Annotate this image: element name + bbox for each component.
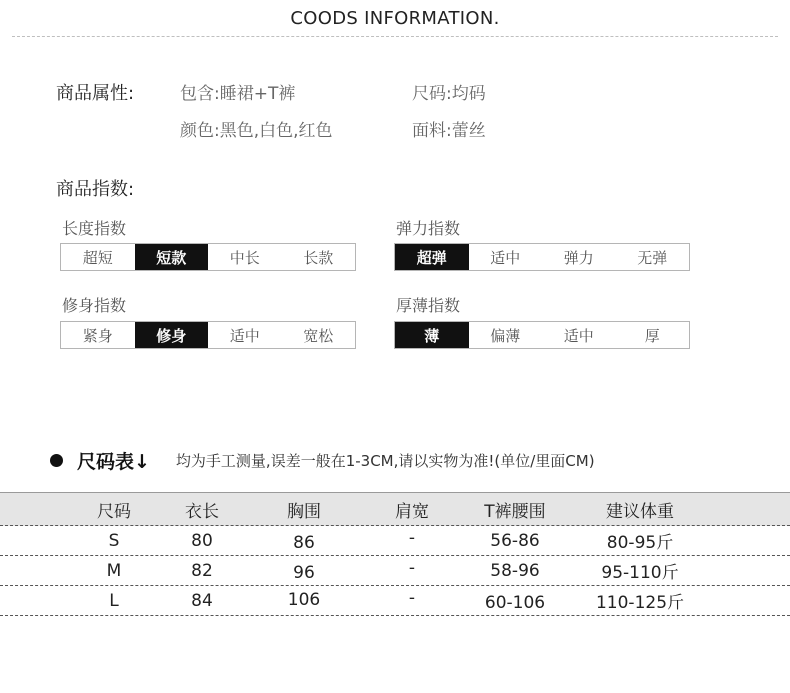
- cell-length: 80: [191, 530, 213, 551]
- thickness-index-bar: [394, 321, 690, 349]
- page-title: COODS INFORMATION.: [290, 8, 500, 29]
- cell-waist: 58-96: [490, 560, 540, 581]
- table-row: [0, 556, 790, 586]
- header-divider: [12, 36, 778, 37]
- cell-weight: 95-110斤: [601, 563, 679, 583]
- header-shoulder: 肩宽: [395, 501, 429, 522]
- elasticity-option: 适中: [490, 248, 521, 267]
- cell-waist: 56-86: [490, 530, 540, 551]
- header-bust: 胸围: [287, 501, 321, 522]
- thickness-option: 偏薄: [490, 326, 521, 345]
- length-option-active: 短款: [135, 244, 209, 270]
- cell-size: M: [106, 560, 122, 581]
- indexes-label: 商品指数:: [56, 179, 135, 200]
- elasticity-index-title: 弹力指数: [396, 219, 461, 238]
- cell-weight: 80-95斤: [606, 533, 674, 553]
- elasticity-index-bar: [394, 243, 690, 271]
- attribute-size: 尺码:均码: [412, 84, 486, 104]
- cell-length: 82: [191, 560, 213, 581]
- table-row: [0, 526, 790, 556]
- length-index-title: 长度指数: [62, 219, 127, 238]
- fit-index-bar: [60, 321, 356, 349]
- elasticity-option: 弹力: [563, 248, 594, 267]
- cell-length: 84: [191, 590, 213, 611]
- cell-size: L: [109, 590, 119, 611]
- cell-bust: 106: [287, 589, 321, 610]
- size-chart-header: [50, 447, 595, 474]
- cell-size: S: [108, 530, 120, 551]
- cell-weight: 110-125斤: [595, 593, 685, 613]
- length-option: 超短: [82, 248, 113, 267]
- fit-option: 紧身: [82, 326, 113, 345]
- fit-option: 适中: [229, 326, 260, 345]
- attribute-colors: 颜色:黑色,白色,红色: [180, 121, 333, 141]
- fit-index-title: 修身指数: [62, 296, 127, 315]
- thickness-option: 适中: [563, 326, 594, 345]
- fit-option-active: 修身: [135, 322, 209, 348]
- attributes-label: 商品属性:: [56, 83, 135, 104]
- fit-option: 宽松: [303, 326, 334, 345]
- header-weight: 建议体重: [606, 501, 674, 522]
- cell-bust: 96: [293, 562, 315, 583]
- cell-shoulder: -: [408, 587, 416, 608]
- size-chart-title: 尺码表↓: [77, 451, 150, 473]
- size-table-header: [0, 492, 790, 526]
- length-option: 长款: [303, 248, 334, 267]
- attribute-fabric: 面料:蕾丝: [412, 121, 486, 141]
- cell-shoulder: -: [408, 527, 416, 548]
- header-waist: T裤腰围: [484, 501, 546, 522]
- header-size: 尺码: [97, 501, 131, 522]
- table-row: [0, 586, 790, 616]
- elasticity-option: 无弹: [637, 248, 668, 267]
- thickness-index-title: 厚薄指数: [396, 296, 461, 315]
- thickness-option: 厚: [644, 326, 660, 345]
- cell-bust: 86: [293, 532, 315, 553]
- elasticity-option-active: 超弹: [395, 244, 469, 270]
- size-chart-note: 均为手工测量,误差一般在1-3CM,请以实物为准!(单位/里面CM): [175, 452, 595, 470]
- cell-shoulder: -: [408, 557, 416, 578]
- thickness-option-active: 薄: [395, 322, 469, 348]
- bullet-icon: [50, 454, 63, 467]
- length-index-bar: [60, 243, 356, 271]
- cell-waist: 60-106: [484, 592, 546, 613]
- length-option: 中长: [229, 248, 260, 267]
- header-length: 衣长: [185, 501, 219, 522]
- attribute-includes: 包含:睡裙+T裤: [180, 84, 296, 104]
- size-table: [0, 492, 790, 616]
